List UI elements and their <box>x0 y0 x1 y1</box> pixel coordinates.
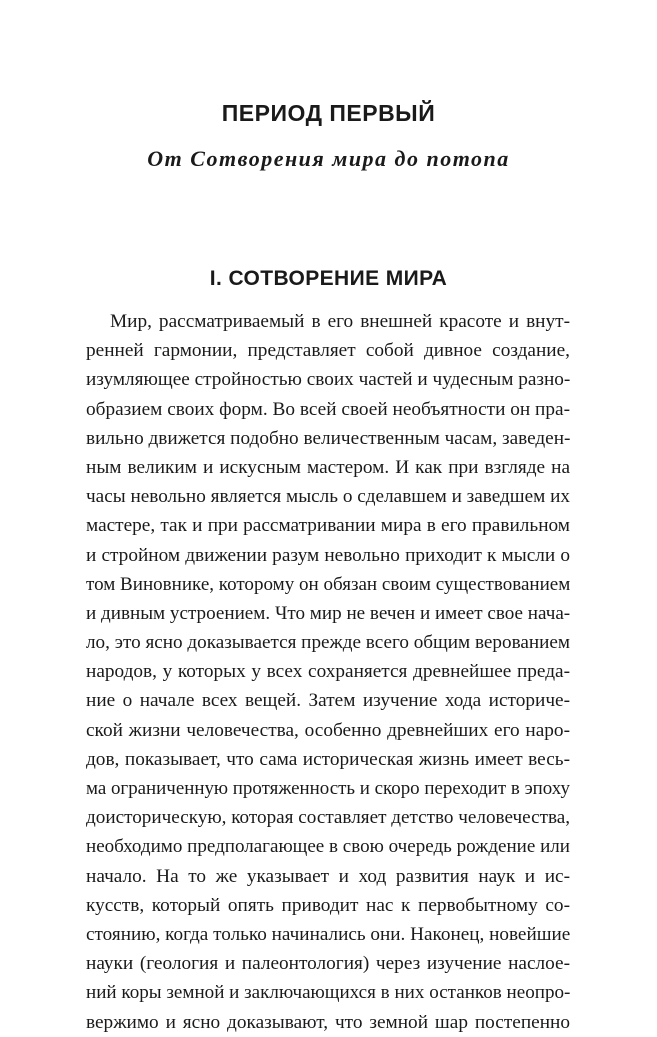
text-line: ным великим и искусным мастером. И как при взгляде на <box>86 456 570 478</box>
text-line: вержимо и ясно доказывают, что земной шар постепенно <box>86 1011 570 1033</box>
text-line: необходимо предполагающее в свою очередь рождение или <box>86 836 570 858</box>
text-line: ло, это ясно доказывается прежде всего общим верованием <box>86 632 570 654</box>
text-line: дов, показывает, что сама историческая жизнь имеет весь- <box>86 748 570 770</box>
text-line: науки (геология и палеонтология) через изучение наслое- <box>86 953 570 975</box>
text-line: народов, у которых у всех сохраняется древнейшее преда- <box>86 661 570 683</box>
text-line: ние о начале всех вещей. Затем изучение хода историче- <box>86 690 570 712</box>
text-line: ма ограниченную протяженность и скоро переходит в эпоху <box>86 778 571 799</box>
text-line: ской жизни человечества, особенно древнейших его наро- <box>86 719 570 741</box>
period-subtitle: От Сотворения мира до потопа <box>147 146 510 171</box>
text-line: ний коры земной и заключающихся в них останков неопро- <box>86 982 571 1004</box>
text-line: начало. На то же указывает и ход развития наук и ис- <box>86 865 570 887</box>
text-line: часы невольно является мысль о сделавшем и заведшем их <box>86 486 570 508</box>
text-line: изумляющее стройностью своих частей и чудесным разно- <box>86 369 571 391</box>
text-line: доисторическую, которая составляет детство человечества, <box>86 807 571 829</box>
text-line: вильно движется подобно величественным часам, заведен- <box>86 427 571 449</box>
body-paragraph <box>86 307 570 1037</box>
text-line: и стройном движении разум невольно приходит к мысли о <box>86 544 570 566</box>
text-line: мастере, так и при рассматривании мира в его правильном <box>86 515 570 537</box>
period-title: ПЕРИОД ПЕРВЫЙ <box>221 100 436 126</box>
text-line: том Виновнике, которому он обязан своим существованием <box>86 573 571 595</box>
text-line: образием своих форм. Во всей своей необъятности он пра- <box>86 398 570 420</box>
text-line: кусств, который опять приводит нас к первобытному со- <box>86 894 570 916</box>
text-line: стоянию, когда только начинались они. Наконец, новейшие <box>86 923 571 945</box>
text-line: ренней гармонии, представляет собой дивное создание, <box>86 340 570 362</box>
text-line: и дивным устроением. Что мир не вечен и имеет свое нача- <box>86 602 571 624</box>
text-line: Мир, рассматриваемый в его внешней красоте и внут- <box>110 311 570 332</box>
chapter-heading: I. СОТВОРЕНИЕ МИРА <box>209 267 448 290</box>
